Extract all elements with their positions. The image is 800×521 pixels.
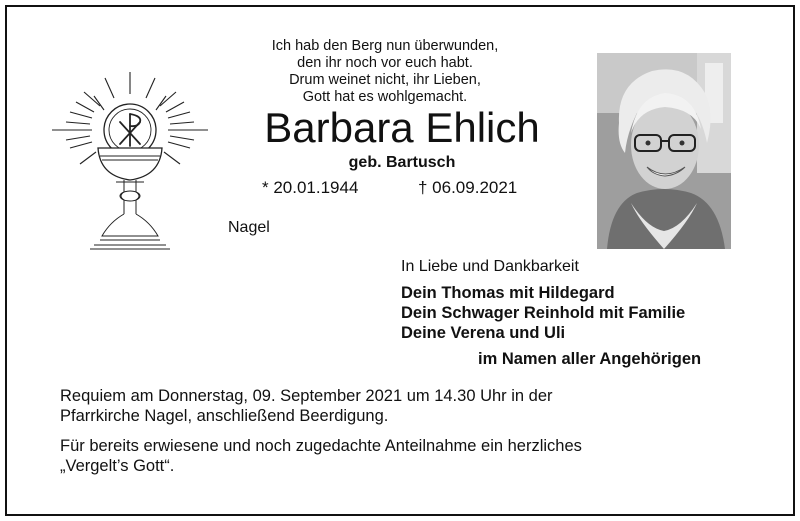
service-notes <box>60 386 760 486</box>
gratitude-line: „Vergelt’s Gott“. <box>60 457 175 475</box>
portrait-illustration <box>597 53 731 249</box>
relatives-closing: im Namen aller Angehörigen <box>478 350 702 368</box>
maiden-name: geb. Bartusch <box>348 154 456 171</box>
mourner-name: Dein Thomas mit Hildegard <box>401 284 615 302</box>
poem-line: Gott hat es wohlgemacht. <box>302 89 468 105</box>
deceased-name: Barbara Ehlich <box>264 104 540 151</box>
poem <box>230 38 540 106</box>
service-info <box>60 386 760 426</box>
mourner-list <box>401 283 685 343</box>
service-line: Requiem am Donnerstag, 09. September 2021 um 14.30 Uhr in der <box>60 387 553 405</box>
mourner-name: Dein Schwager Reinhold mit Familie <box>401 304 686 322</box>
place-of-residence: Nagel <box>228 219 270 236</box>
birth-date: * 20.01.1944 <box>262 178 359 197</box>
service-line: Pfarrkirche Nagel, anschließend Beerdigung. <box>60 407 389 425</box>
gratitude-info <box>60 436 760 476</box>
gratitude-line: Für bereits erwiesene und noch zugedachte Anteilnahme ein herzliches <box>60 437 582 455</box>
poem-line: den ihr noch vor euch habt. <box>297 55 473 71</box>
poem-line: Ich hab den Berg nun überwunden, <box>271 38 499 54</box>
poem-line: Drum weinet nicht, ihr Lieben, <box>289 72 481 88</box>
mourner-name: Deine Verena und Uli <box>401 324 566 342</box>
death-date: † 06.09.2021 <box>418 178 518 197</box>
portrait-photo <box>597 53 731 249</box>
thanks-intro: In Liebe und Dankbarkeit <box>401 258 579 275</box>
chalice-with-host-icon <box>50 64 210 254</box>
